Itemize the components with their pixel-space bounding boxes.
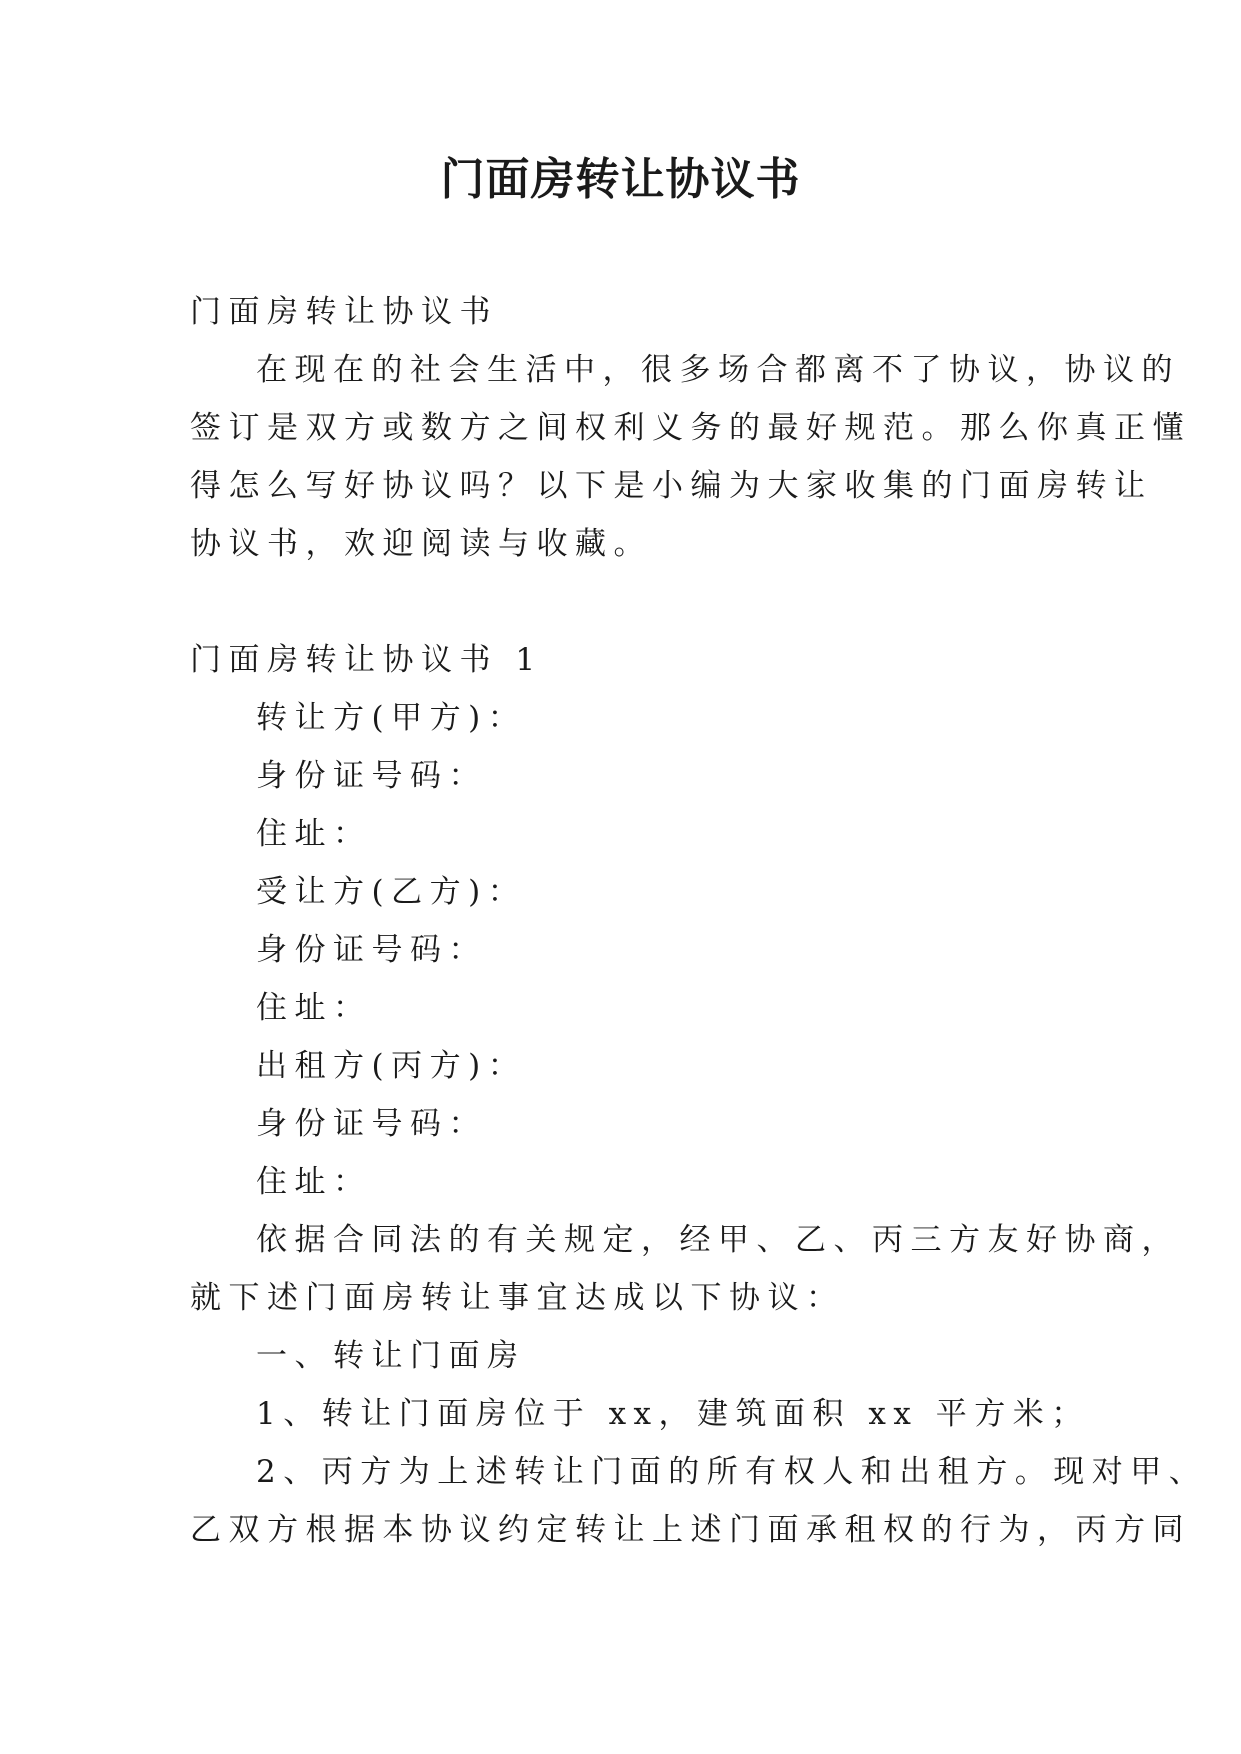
agreement-preamble-line: 依据合同法的有关规定，经甲、乙、丙三方友好协商， — [256, 1222, 1180, 1258]
party-c-id-label: 身份证号码： — [256, 1106, 487, 1142]
party-b-id-label: 身份证号码： — [256, 932, 487, 968]
agreement-preamble-line: 就下述门面房转让事宜达成以下协议： — [190, 1280, 845, 1316]
intro-paragraph-line: 在现在的社会生活中，很多场合都离不了协议，协议的 — [256, 352, 1180, 388]
intro-paragraph-line: 协议书，欢迎阅读与收藏。 — [190, 526, 652, 562]
party-b-address-label: 住址： — [256, 990, 372, 1026]
section-heading-agreement-1: 门面房转让协议书 1 — [190, 642, 543, 678]
clause-item: 2、丙方为上述转让门面的所有权人和出租方。现对甲、 — [256, 1454, 1208, 1490]
intro-paragraph-line: 得怎么写好协议吗？以下是小编为大家收集的门面房转让 — [190, 468, 1153, 504]
intro-paragraph-line: 签订是双方或数方之间权利义务的最好规范。那么你真正懂 — [190, 410, 1191, 446]
paragraph-spacer — [190, 573, 1052, 631]
clause-heading: 一、转让门面房 — [256, 1338, 526, 1374]
document-title: 门面房转让协议书 — [440, 154, 801, 205]
clause-item: 1、转让门面房位于 xx，建筑面积 xx 平方米； — [256, 1396, 1090, 1432]
party-a-label: 转让方(甲方)： — [256, 700, 527, 736]
section-heading-intro: 门面房转让协议书 — [190, 294, 498, 330]
party-c-label: 出租方(丙方)： — [256, 1048, 527, 1084]
party-b-label: 受让方(乙方)： — [256, 874, 527, 910]
party-a-address-label: 住址： — [256, 816, 372, 852]
party-a-id-label: 身份证号码： — [256, 758, 487, 794]
clause-item-continuation: 乙双方根据本协议约定转让上述门面承租权的行为，丙方同 — [190, 1512, 1191, 1548]
party-c-address-label: 住址： — [256, 1164, 372, 1200]
document-body — [190, 283, 1208, 1559]
